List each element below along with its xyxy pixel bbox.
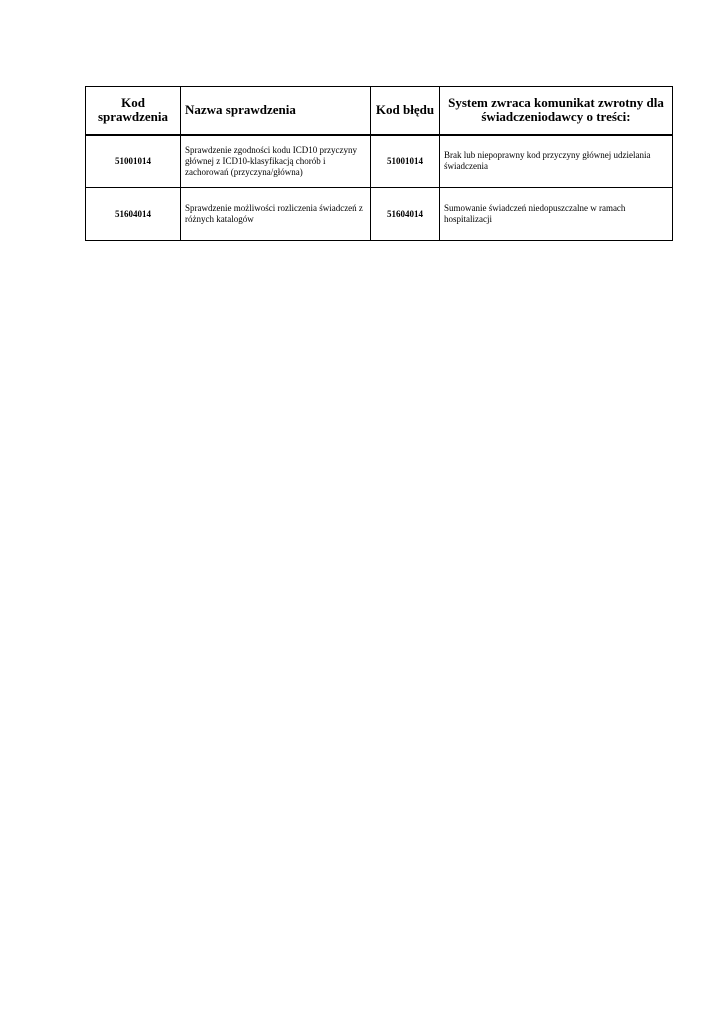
table-header-row xyxy=(86,87,673,135)
check-name-cell: Sprawdzenie możliwości rozliczenia świadczeń z różnych katalogów xyxy=(181,188,371,241)
header-return-message: System zwraca komunikat zwrotny dla świadczeniodawcy o treści: xyxy=(440,87,673,135)
header-check-code: Kod sprawdzenia xyxy=(86,87,181,135)
error-code-cell: 51001014 xyxy=(371,135,440,188)
table-row xyxy=(86,135,673,188)
validation-checks-table xyxy=(85,86,673,241)
header-check-name: Nazwa sprawdzenia xyxy=(181,87,371,135)
check-code-cell: 51604014 xyxy=(86,188,181,241)
message-cell: Brak lub niepoprawny kod przyczyny głównej udzielania świadczenia xyxy=(440,135,673,188)
table-row xyxy=(86,188,673,241)
message-cell: Sumowanie świadczeń niedopuszczalne w ramach hospitalizacji xyxy=(440,188,673,241)
error-code-cell: 51604014 xyxy=(371,188,440,241)
check-name-cell: Sprawdzenie zgodności kodu ICD10 przyczyny głównej z ICD10-klasyfikacją chorób i zachorowań (przyczyna/główna) xyxy=(181,135,371,188)
header-error-code: Kod błędu xyxy=(371,87,440,135)
check-code-cell: 51001014 xyxy=(86,135,181,188)
